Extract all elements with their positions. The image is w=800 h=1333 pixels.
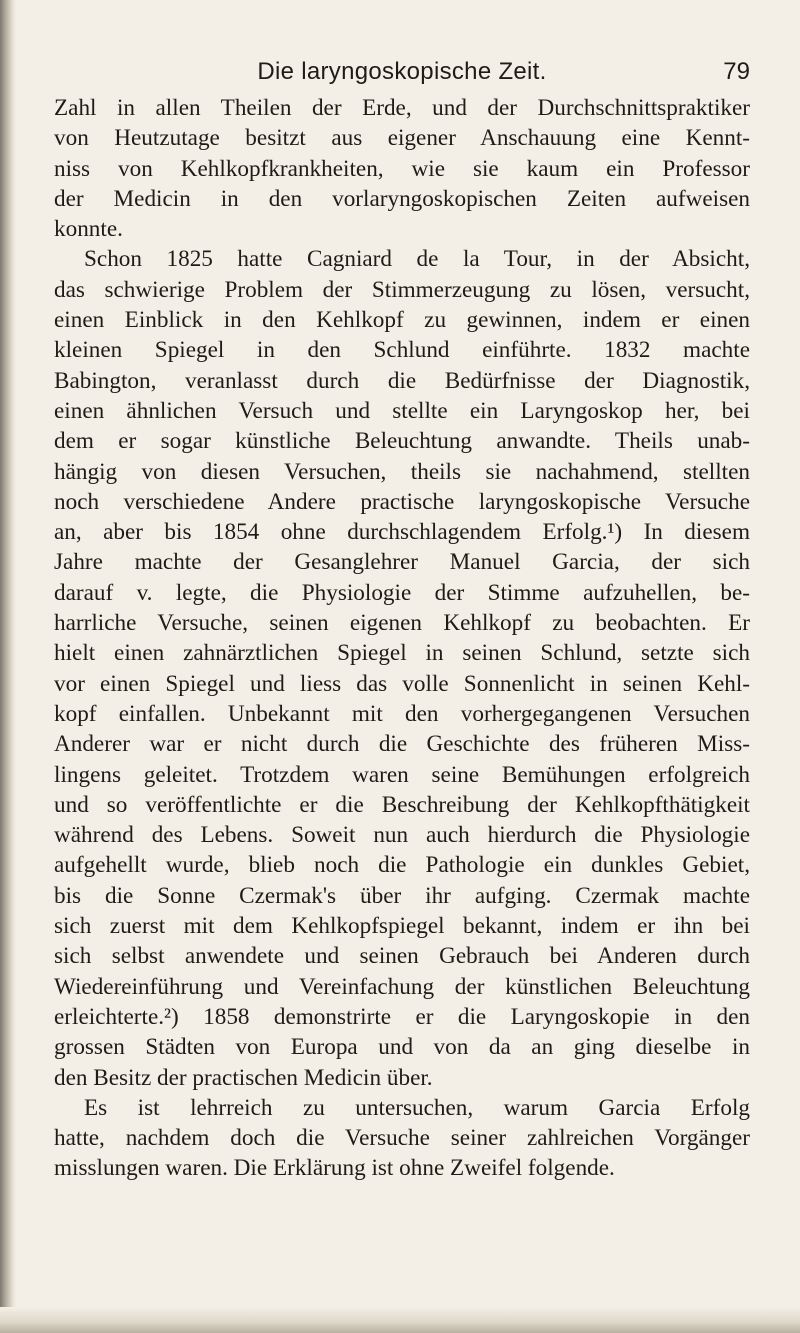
text-line: sich zuerst mit dem Kehlkopfspiegel bekannt, indem er ihn bei bbox=[54, 913, 750, 940]
text-line: kleinen Spiegel in den Schlund einführte. 1832 machte bbox=[54, 337, 750, 364]
text-line: hatte, nachdem doch die Versuche seiner zahlreichen Vorgänger bbox=[54, 1125, 750, 1152]
body-text bbox=[54, 93, 750, 1184]
text-line: dem er sogar künstliche Beleuchtung anwandte. Theils unab- bbox=[54, 428, 750, 455]
page-header bbox=[54, 0, 750, 90]
text-line: einen Einblick in den Kehlkopf zu gewinnen, indem er einen bbox=[54, 307, 750, 334]
text-line: Jahre machte der Gesanglehrer Manuel Garcia, der sich bbox=[54, 549, 750, 576]
book-page bbox=[54, 0, 750, 1182]
text-line: von Heutzutage besitzt aus eigener Anschauung eine Kennt- bbox=[54, 125, 750, 152]
text-line: erleichterte.²) 1858 demonstrirte er die Laryngoskopie in den bbox=[54, 1003, 750, 1030]
text-line: an, aber bis 1854 ohne durchschlagendem Erfolg.¹) In diesem bbox=[54, 519, 750, 546]
text-line: während des Lebens. Soweit nun auch hierdurch die Physiologie bbox=[54, 822, 750, 849]
text-line: den Besitz der practischen Medicin über. bbox=[54, 1064, 433, 1091]
text-line: noch verschiedene Andere practische laryngoskopische Versuche bbox=[54, 488, 750, 515]
text-line: Es ist lehrreich zu untersuchen, warum Garcia Erfolg bbox=[84, 1094, 750, 1121]
book-gutter-shadow bbox=[0, 0, 16, 1333]
text-line: grossen Städten von Europa und von da an ging dieselbe in bbox=[54, 1034, 750, 1061]
text-line: konnte. bbox=[54, 216, 123, 243]
page-bottom-shadow bbox=[0, 1307, 800, 1333]
text-line: Anderer war er nicht durch die Geschichte des früheren Miss- bbox=[54, 731, 750, 758]
text-line: aufgehellt wurde, blieb noch die Pathologie ein dunkles Gebiet, bbox=[54, 852, 750, 879]
text-line: Babington, veranlasst durch die Bedürfnisse der Diagnostik, bbox=[54, 367, 750, 394]
text-line: der Medicin in den vorlaryngoskopischen Zeiten aufweisen bbox=[54, 185, 750, 212]
text-line: sich selbst anwendete und seinen Gebrauch bei Anderen durch bbox=[54, 943, 750, 970]
text-line: lingens geleitet. Trotzdem waren seine Bemühungen erfolgreich bbox=[54, 761, 750, 788]
text-line: und so veröffentlichte er die Beschreibung der Kehlkopfthätigkeit bbox=[54, 791, 750, 818]
text-line: Zahl in allen Theilen der Erde, und der Durchschnittspraktiker bbox=[54, 95, 750, 121]
text-line: niss von Kehlkopfkrankheiten, wie sie kaum ein Professor bbox=[54, 155, 750, 182]
text-line: hängig von diesen Versuchen, theils sie nachahmend, stellten bbox=[54, 458, 750, 485]
text-line: kopf einfallen. Unbekannt mit den vorhergegangenen Versuchen bbox=[54, 700, 750, 727]
text-line: bis die Sonne Czermak's über ihr aufging. Czermak machte bbox=[54, 882, 750, 909]
page-number: 79 bbox=[723, 58, 750, 85]
text-line: vor einen Spiegel und liess das volle Sonnenlicht in seinen Kehl- bbox=[54, 670, 750, 697]
text-line: einen ähnlichen Versuch und stellte ein Laryngoskop her, bei bbox=[54, 397, 750, 424]
text-line: darauf v. legte, die Physiologie der Stimme aufzuhellen, be- bbox=[54, 579, 750, 606]
text-line: Schon 1825 hatte Cagniard de la Tour, in der Absicht, bbox=[84, 246, 750, 273]
running-title: Die laryngoskopische Zeit. bbox=[257, 58, 547, 85]
text-line: misslungen waren. Die Erklärung ist ohne Zweifel folgende. bbox=[54, 1155, 615, 1182]
text-line: das schwierige Problem der Stimmerzeugung zu lösen, versucht, bbox=[54, 276, 750, 303]
text-line: hielt einen zahnärztlichen Spiegel in seinen Schlund, setzte sich bbox=[54, 640, 750, 667]
text-line: harrliche Versuche, seinen eigenen Kehlkopf zu beobachten. Er bbox=[54, 610, 750, 637]
text-line: Wiedereinführung und Vereinfachung der künstlichen Beleuchtung bbox=[54, 973, 750, 1000]
